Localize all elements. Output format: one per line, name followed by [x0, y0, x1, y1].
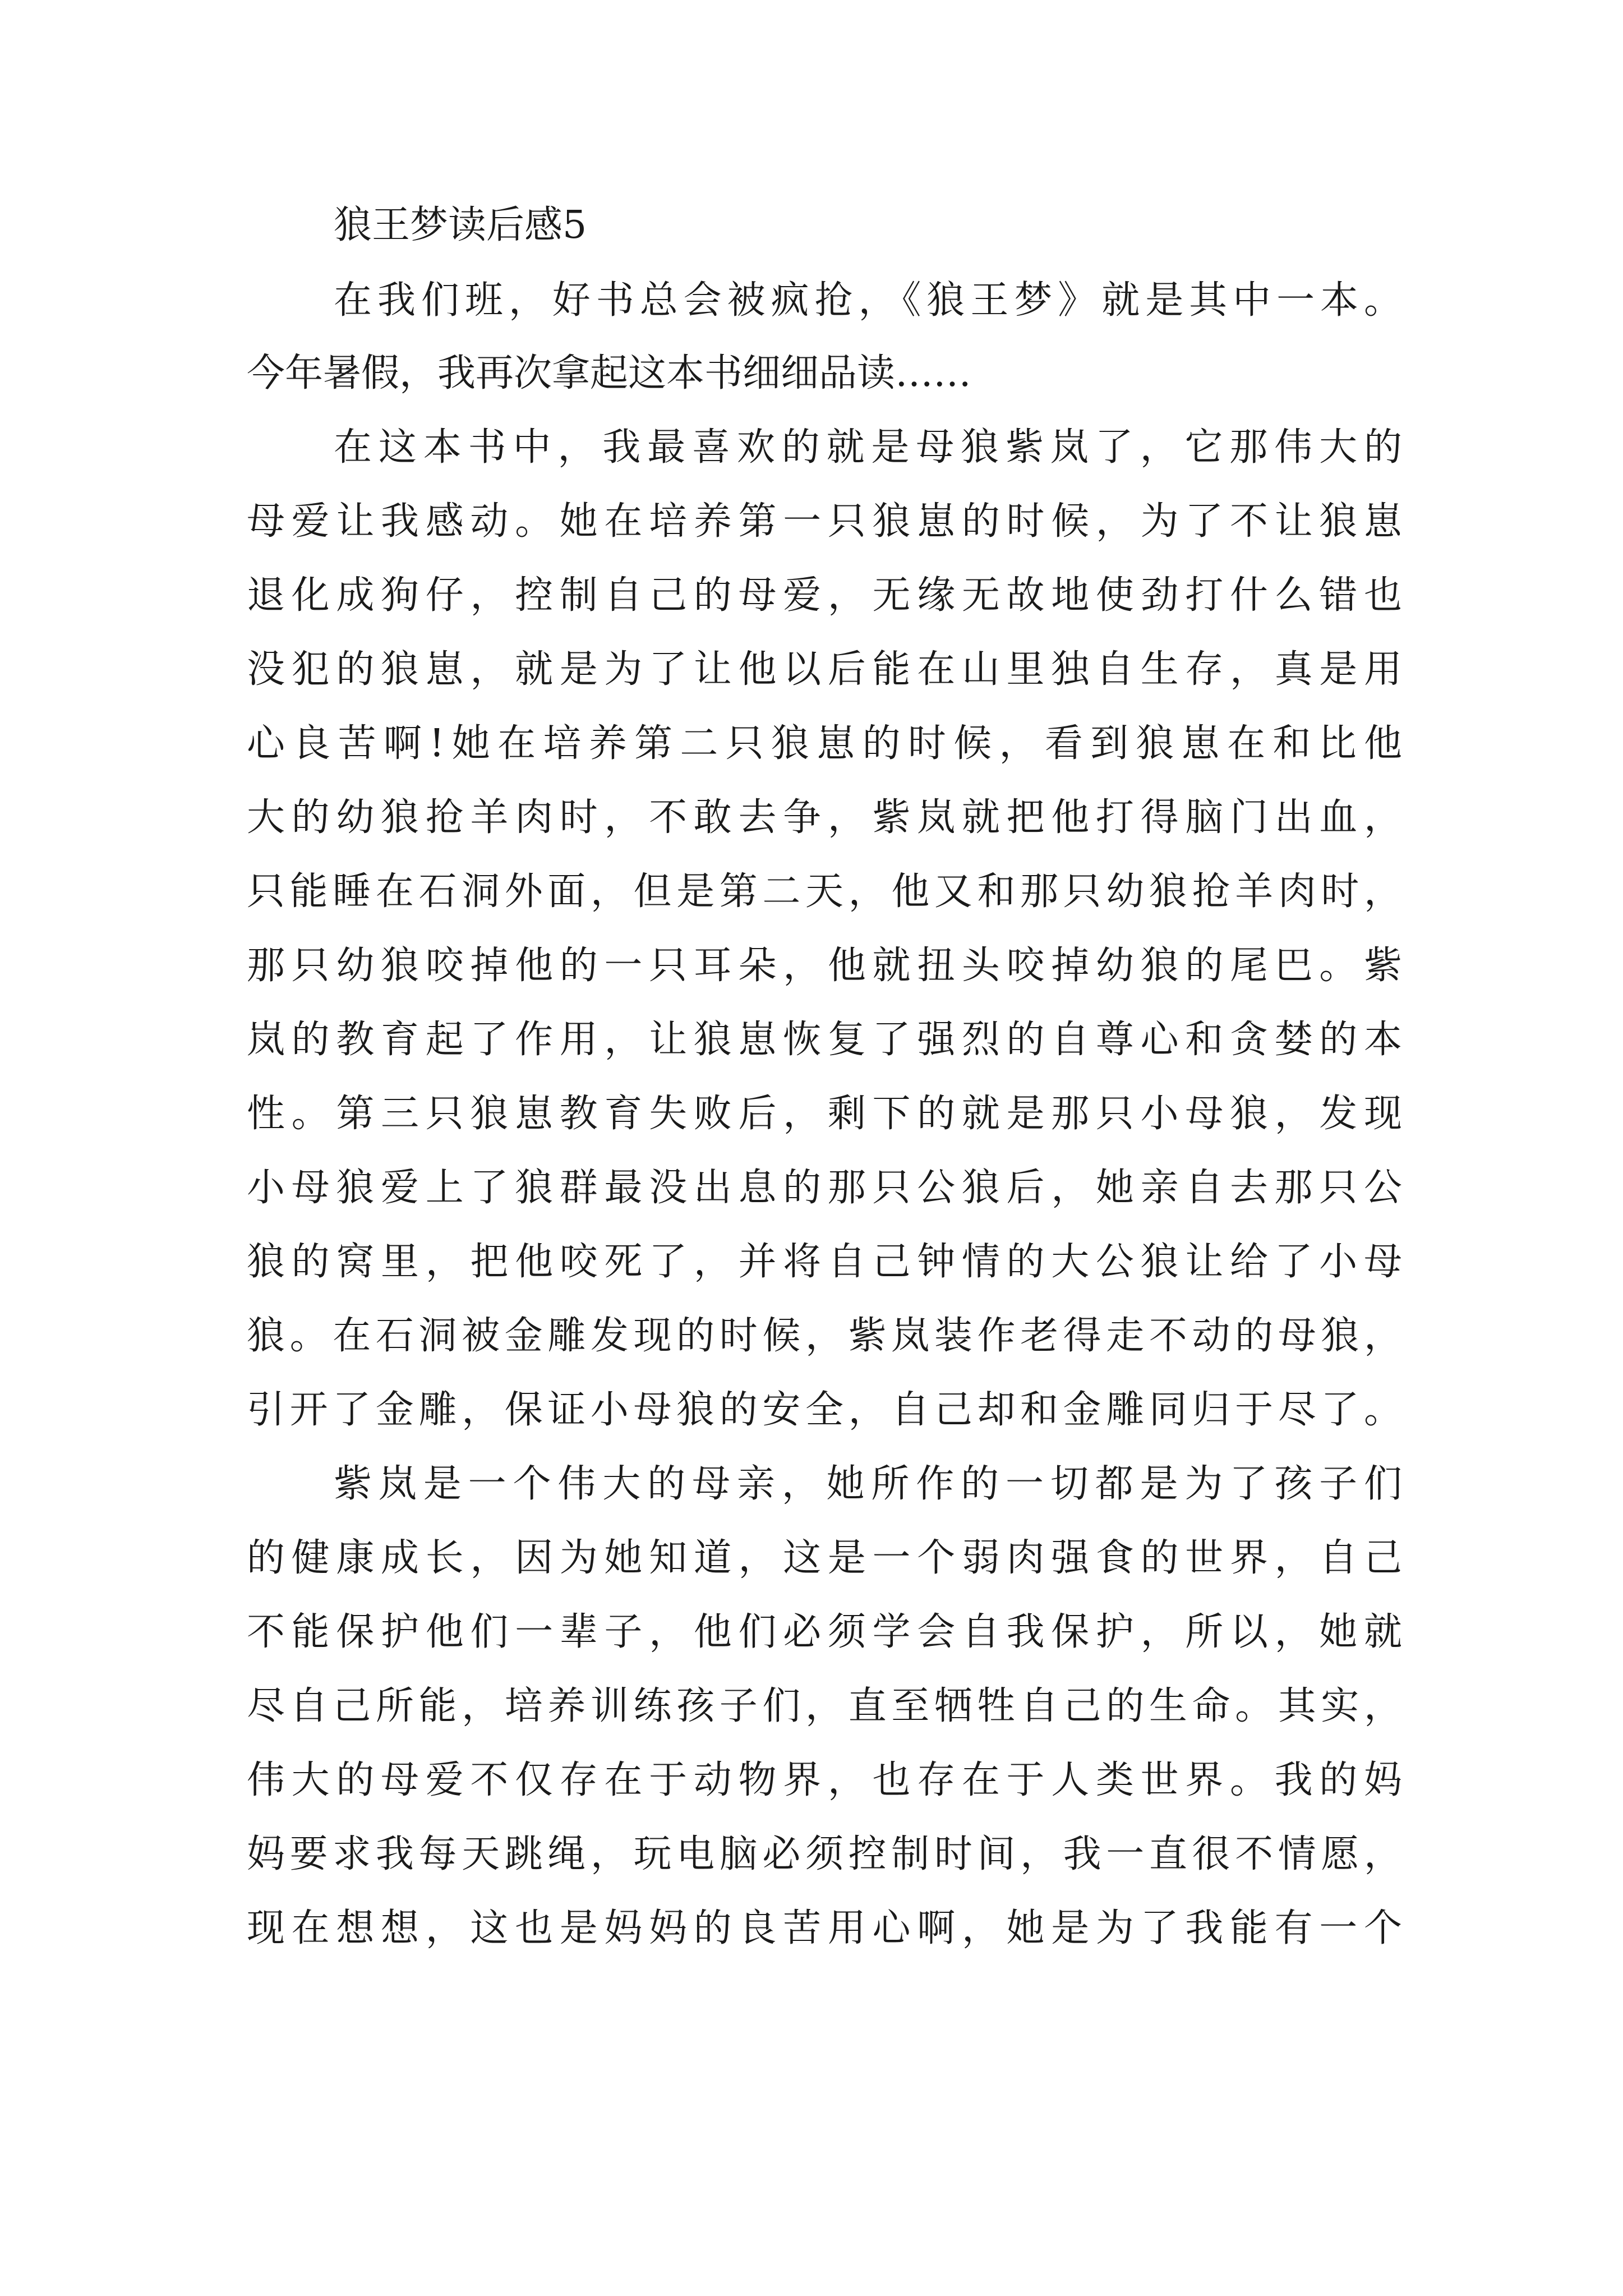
document-title: 狼王梦读后感5: [334, 203, 587, 247]
text-line: 在这本书中，我最喜欢的就是母狼紫岚了，它那伟大的: [334, 425, 1402, 470]
text-line: 小母狼爱上了狼群最没出息的那只公狼后，她亲自去那只公: [247, 1166, 1402, 1210]
text-line: 伟大的母爱不仅存在于动物界，也存在于人类世界。我的妈: [247, 1758, 1402, 1802]
text-line: 不能保护他们一辈子，他们必须学会自我保护，所以，她就: [247, 1610, 1402, 1654]
text-line: 今年暑假，我再次拿起这本书细细品读……: [247, 351, 972, 395]
text-line: 那只幼狼咬掉他的一只耳朵，他就扭头咬掉幼狼的尾巴。紫: [247, 944, 1402, 988]
text-line: 现在想想，这也是妈妈的良苦用心啊，她是为了我能有一个: [247, 1906, 1402, 1950]
text-line: 性。第三只狼崽教育失败后，剩下的就是那只小母狼，发现: [247, 1092, 1402, 1136]
text-line: 紫岚是一个伟大的母亲，她所作的一切都是为了孩子们: [334, 1462, 1402, 1506]
text-line: 只能睡在石洞外面，但是第二天，他又和那只幼狼抢羊肉时，: [247, 869, 1402, 914]
text-line: 尽自己所能，培养训练孩子们，直至牺牲自己的生命。其实，: [247, 1684, 1402, 1728]
text-line: 在我们班，好书总会被疯抢，《狼王梦》就是其中一本。: [334, 278, 1402, 323]
text-line: 母爱让我感动。她在培养第一只狼崽的时候，为了不让狼崽: [247, 499, 1402, 544]
text-line: 的健康成长，因为她知道，这是一个弱肉强食的世界，自己: [247, 1536, 1402, 1580]
text-line: 没犯的狼崽，就是为了让他以后能在山里独自生存，真是用: [247, 647, 1402, 692]
text-line: 引开了金雕，保证小母狼的安全，自己却和金雕同归于尽了。: [247, 1388, 1402, 1432]
text-line: 岚的教育起了作用，让狼崽恢复了强烈的自尊心和贪婪的本: [247, 1018, 1402, 1062]
text-line: 狼。在石洞被金雕发现的时候，紫岚装作老得走不动的母狼，: [247, 1314, 1402, 1358]
text-line: 狼的窝里，把他咬死了，并将自己钟情的大公狼让给了小母: [247, 1240, 1402, 1284]
text-line: 心良苦啊!她在培养第二只狼崽的时候，看到狼崽在和比他: [247, 721, 1402, 766]
text-line: 大的幼狼抢羊肉时，不敢去争，紫岚就把他打得脑门出血，: [247, 795, 1402, 840]
text-line: 妈要求我每天跳绳，玩电脑必须控制时间，我一直很不情愿，: [247, 1832, 1402, 1876]
text-line: 退化成狗仔，控制自己的母爱，无缘无故地使劲打什么错也: [247, 573, 1402, 618]
